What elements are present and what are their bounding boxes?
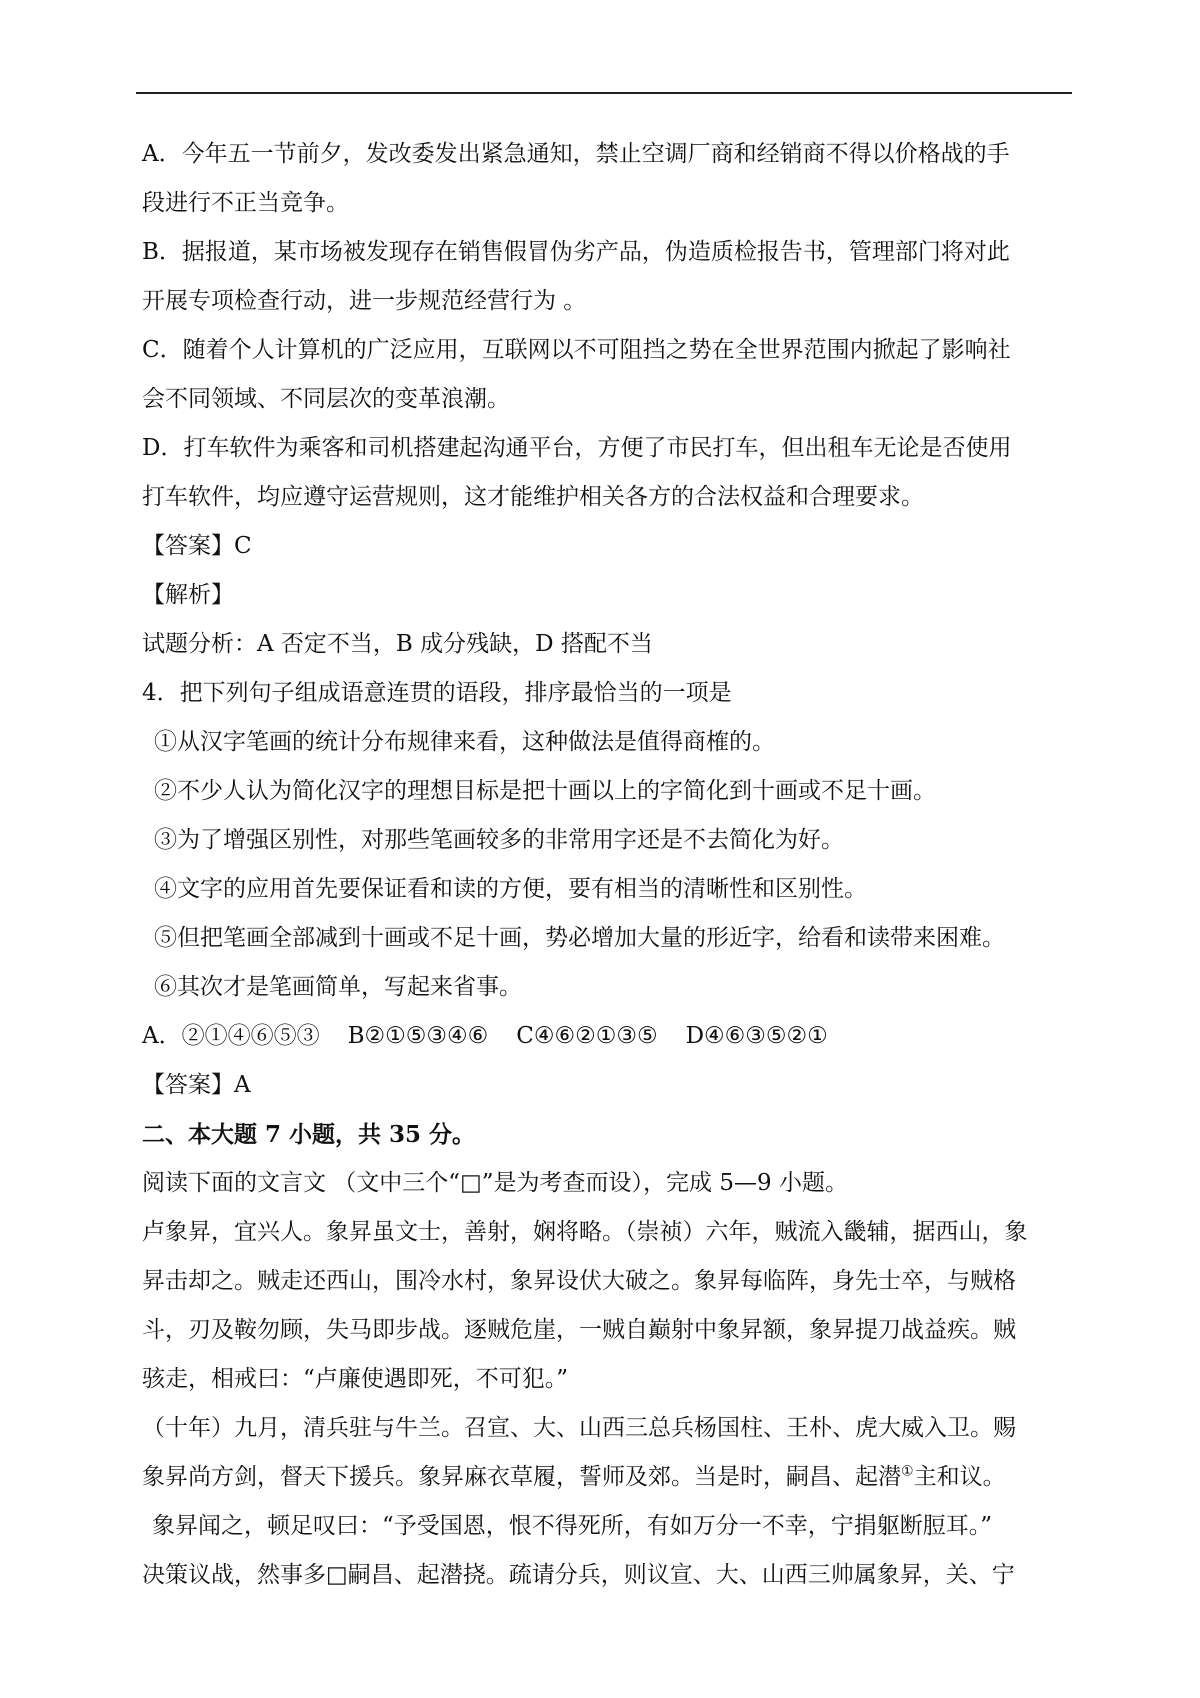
q4-answer: 【答案】A	[142, 1072, 251, 1098]
passage-p2-line-2	[142, 1453, 1082, 1502]
q4-sentence-1: ①从汉字笔画的统计分布规律来看，这种做法是值得商榷的。	[154, 729, 775, 755]
passage-p2-line-2-end: 主和议。	[913, 1464, 1006, 1490]
q3-analysis: 试题分析：A 否定不当，B 成分残缺，D 搭配不当	[142, 631, 653, 657]
q3-analysis-title: 【解析】	[142, 582, 234, 608]
passage-p1-line-4: 骇走，相戒曰：“卢廉使遇即死，不可犯。”	[142, 1366, 569, 1392]
passage-p1-line-2: 昇击却之。贼走还西山，围冷水村，象昇设伏大破之。象昇每临阵，身先士卒，与贼格	[142, 1268, 1016, 1294]
passage-p1-line-1: 卢象昇，宜兴人。象昇虽文士，善射，娴将略。（崇祯）六年，贼流入畿辅，据西山，象	[142, 1219, 1028, 1245]
q4-option-c: C④⑥②①③⑤	[516, 1023, 658, 1049]
q4-sentence-4: ④文字的应用首先要保证看和读的方便，要有相当的清晰性和区别性。	[154, 876, 867, 902]
option-d-line-1: D．打车软件为乘客和司机搭建起沟通平台，方便了市民打车，但出租车无论是否使用	[142, 435, 1012, 461]
option-a-line-2: 段进行不正当竞争。	[142, 190, 349, 216]
option-a-line-1: A．今年五一节前夕，发改委发出紧急通知，禁止空调厂商和经销商不得以价格战的手	[142, 141, 1010, 167]
option-b-line-2: 开展专项检查行动，进一步规范经营行为 。	[142, 288, 587, 314]
section-heading: 二、本大题 7 小题，共 35 分。	[142, 1121, 476, 1148]
passage-p2-line-3: 象昇闻之，顿足叹曰：“予受国恩，恨不得死所，有如万分一不幸，宁捐躯断脰耳。”	[152, 1513, 993, 1539]
q4-option-d: D④⑥③⑤②①	[685, 1023, 828, 1049]
q4-stem: 4．把下列句子组成语意连贯的语段，排序最恰当的一项是	[142, 680, 732, 706]
q4-options	[142, 1012, 1082, 1061]
option-c-line-1: C．随着个人计算机的广泛应用，互联网以不可阻挡之势在全世界范围内掀起了影响社	[142, 337, 1011, 363]
option-c-line-2: 会不同领域、不同层次的变革浪潮。	[142, 386, 510, 412]
passage-p2-line-1: （十年）九月，清兵驻与牛兰。召宣、大、山西三总兵杨国柱、王朴、虎大威入卫。赐	[142, 1415, 1016, 1441]
q3-answer: 【答案】C	[142, 533, 252, 559]
footnote-marker: ①	[901, 1463, 914, 1480]
q4-sentence-6: ⑥其次才是笔画简单，写起来省事。	[154, 974, 522, 1000]
q4-sentence-5: ⑤但把笔画全部减到十画或不足十画，势必增加大量的形近字，给看和读带来困难。	[154, 925, 1005, 951]
passage-p2-line-2-text: 象昇尚方剑，督天下援兵。象昇麻衣草履，誓师及郊。当是时，嗣昌、起潜	[142, 1464, 901, 1490]
q4-option-a: A．②①④⑥⑤③	[142, 1023, 320, 1049]
q4-sentence-3: ③为了增强区别性，对那些笔画较多的非常用字还是不去简化为好。	[154, 827, 844, 853]
passage-p2-line-4: 决策议战，然事多□嗣昌、起潜挠。疏请分兵，则议宣、大、山西三帅属象昇，关、宁	[142, 1562, 1015, 1588]
q4-sentence-2: ②不少人认为简化汉字的理想目标是把十画以上的字简化到十画或不足十画。	[154, 778, 936, 804]
section-intro: 阅读下面的文言文 （文中三个“□”是为考查而设），完成 5—9 小题。	[142, 1170, 848, 1196]
q4-option-b: B②①⑤③④⑥	[347, 1023, 489, 1049]
document-body	[142, 130, 1082, 1600]
header-rule	[136, 92, 1072, 94]
option-b-line-1: B．据报道，某市场被发现存在销售假冒伪劣产品，伪造质检报告书，管理部门将对此	[142, 239, 1010, 265]
option-d-line-2: 打车软件，均应遵守运营规则，这才能维护相关各方的合法权益和合理要求。	[142, 484, 924, 510]
passage-p1-line-3: 斗，刃及鞍勿顾，失马即步战。逐贼危崖，一贼自巅射中象昇额，象昇提刀战益疾。贼	[142, 1317, 1016, 1343]
